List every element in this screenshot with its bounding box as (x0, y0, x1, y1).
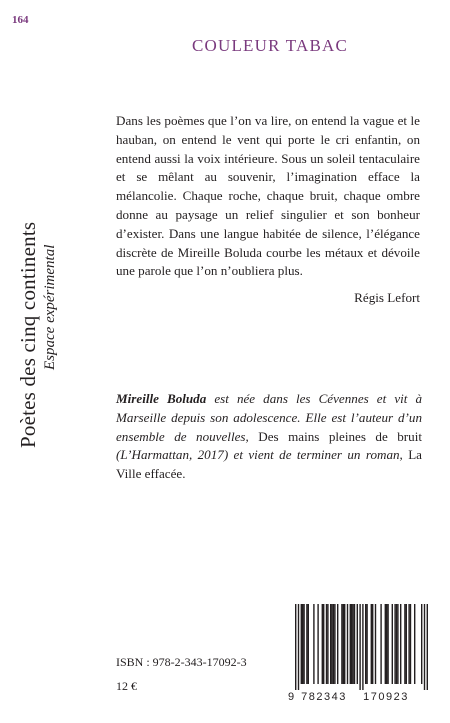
barcode-bar (352, 604, 353, 684)
barcode-bar (334, 604, 335, 684)
barcode-bar (350, 604, 351, 684)
barcode-bar (394, 604, 395, 684)
barcode-bar (410, 604, 411, 684)
bio-text-1: est née dans les Cévennes et vit à Marseille depuis son adolescence. Elle est l’auteur d’un ensemble de nouvelles, (116, 391, 423, 444)
barcode-bar (371, 604, 372, 684)
barcode-bar (386, 604, 387, 684)
barcode-bar (333, 604, 334, 684)
barcode-bar (303, 604, 304, 684)
barcode-bar (396, 604, 397, 684)
series-title: Poètes des cinq continents (16, 221, 40, 448)
barcode-bar (365, 604, 366, 684)
series-subtitle: Espace expérimental (42, 244, 58, 370)
barcode-bar (323, 604, 324, 684)
price: 12 € (116, 679, 137, 693)
barcode-bar (366, 604, 367, 684)
barcode-bar (387, 604, 388, 684)
barcode-bar (295, 604, 296, 690)
barcode-bar (302, 604, 303, 684)
barcode-bar (301, 604, 302, 684)
barcode-bar (427, 604, 428, 690)
barcode-bar (404, 604, 405, 684)
barcode-bar (359, 604, 360, 690)
barcode-bar (424, 604, 425, 690)
barcode-bar (375, 604, 376, 684)
barcode-bar (406, 604, 407, 684)
barcode (281, 601, 431, 703)
bio-text-2: (L’Harmattan, 2017) et vient de terminer un roman, (116, 447, 409, 463)
bio-author-name: Mireille Boluda (116, 391, 207, 406)
author-bio (116, 390, 422, 484)
isbn: ISBN : 978-2-343-17092-3 (116, 655, 247, 669)
barcode-bar (397, 604, 398, 684)
book-title: COULEUR TABAC (191, 36, 349, 55)
bio-book-1: Des mains pleines de bruit (258, 428, 422, 444)
barcode-bar (308, 604, 309, 684)
barcode-bar (372, 604, 373, 684)
barcode-bar (306, 604, 307, 684)
barcode-bar (414, 604, 415, 684)
barcode-bar (317, 604, 318, 684)
barcode-bar (327, 604, 328, 684)
barcode-bar (351, 604, 352, 684)
barcode-digits-left: 782343 (301, 691, 347, 703)
spine-text (16, 56, 66, 456)
barcode-bar (392, 604, 393, 684)
barcode-bar (330, 604, 331, 684)
barcode-digits-right: 170923 (363, 691, 409, 703)
barcode-bar (400, 604, 401, 684)
page-number: 164 (12, 14, 29, 26)
barcode-bar (385, 604, 386, 684)
barcode-bar (313, 604, 314, 684)
barcode-bar (421, 604, 422, 684)
barcode-bar (347, 604, 348, 684)
bio-text-3: . (182, 466, 186, 482)
barcode-bar (380, 604, 381, 684)
barcode-bar (322, 604, 323, 684)
barcode-bar (408, 604, 409, 684)
barcode-bar (341, 604, 342, 684)
barcode-bar (298, 604, 299, 690)
barcode-digit-first: 9 (288, 691, 295, 703)
bio-book-2: La Ville effacée (116, 447, 422, 482)
barcode-bar (354, 604, 355, 684)
barcode-bar (326, 604, 327, 684)
barcode-bar (343, 604, 344, 684)
barcode-bar (344, 604, 345, 684)
barcode-bar (337, 604, 338, 684)
back-cover-text: Dans les poèmes que l’on va lire, on entend la vague et le hauban, on entend le vent qui porte le cri enfantin, on entend aussi la voix intérieure. Sous un soleil tentaculaire et se mêlant au souvenir, l’imagination efface la mélancolie. Chaque roche, chaque bruit, chaque ombre donne au paysage un relief singulier et son bonheur d’exister. Dans une langue habitée de silence, l’élégance discrète de Mireille Boluda courbe les métaux et dévoile une parole que l’on n’oubliera plus. (116, 113, 420, 279)
barcode-bar (331, 604, 332, 684)
signature: Régis Lefort (354, 290, 420, 305)
barcode-bar (362, 604, 363, 690)
barcode-bar (357, 604, 358, 684)
